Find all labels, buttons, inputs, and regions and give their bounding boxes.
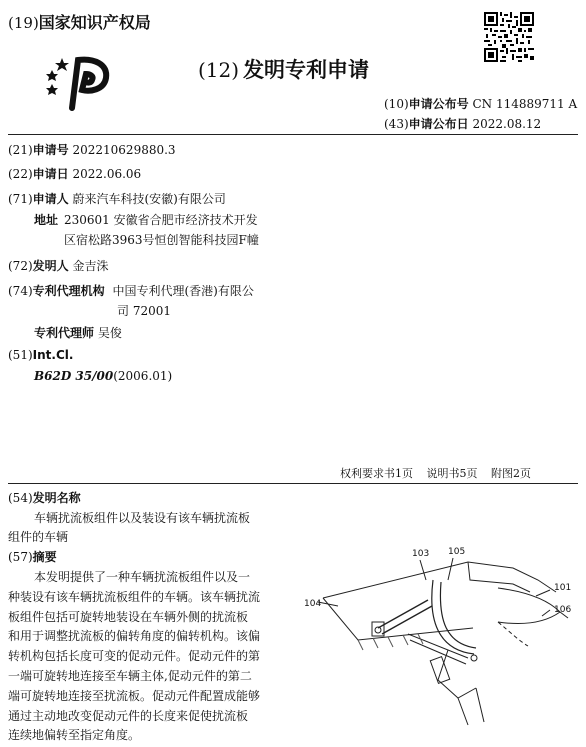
applicant-label: 申请人 <box>32 192 69 206</box>
abstract-code: (57) <box>8 550 33 564</box>
description-pages: 说明书5页 <box>426 467 478 480</box>
agency-line-1: 中国专利代理(香港)有限公 <box>112 284 254 298</box>
claims-pages: 权利要求书1页 <box>340 467 413 480</box>
invention-title-heading <box>8 489 81 506</box>
pub-date-label: 申请公布日 <box>408 117 469 131</box>
abstract-line: 转机构包括长度可变的促动元件。促动元件的第 <box>8 649 261 664</box>
title-code: (54) <box>8 491 33 505</box>
pub-no-value: CN 114889711 A <box>472 97 578 111</box>
agency-label: 专利代理机构 <box>32 284 105 298</box>
app-date-label: 申请日 <box>32 167 69 181</box>
agent-label: 专利代理师 <box>34 326 95 340</box>
agent <box>34 324 122 341</box>
page-counts <box>340 465 531 481</box>
pub-date-value: 2022.08.12 <box>472 117 542 131</box>
app-no-value: 202210629880.3 <box>72 143 176 157</box>
document-kind-title: 发明专利申请 <box>243 58 370 82</box>
figure-label-106: 106 <box>554 605 572 615</box>
publication-date <box>384 115 541 132</box>
figure-label-103: 103 <box>412 549 430 559</box>
pub-no-label: 申请公布号 <box>408 97 469 111</box>
office-code: (19) <box>8 14 39 32</box>
application-date <box>8 165 141 182</box>
abstract-line: 端可旋转地连接至扰流板。促动元件配置成能够 <box>8 688 261 703</box>
address-line-2: 区宿松路3963号恒创智能科技园F幢 <box>64 233 259 247</box>
invention-title-line-1: 车辆扰流板组件以及装设有该车辆扰流板 <box>34 511 251 525</box>
ipc-classification <box>34 369 172 383</box>
abstract-text <box>8 568 288 746</box>
cnipa-logo-icon <box>42 52 112 112</box>
applicant-value: 蔚来汽车科技(安徽)有限公司 <box>72 192 226 206</box>
office-name: 国家知识产权局 <box>38 13 151 32</box>
address-label: 地址 <box>34 213 59 227</box>
ipc-label: Int.Cl. <box>32 348 74 362</box>
ipc-class: B62D 35/00 <box>34 369 114 383</box>
abstract-line: 板组件包括可旋转地装设在车辆外侧的扰流板 <box>8 609 249 624</box>
inventor <box>8 257 109 274</box>
ipc-version: (2006.01) <box>113 369 173 383</box>
abstract-line: 连续地偏转至指定角度。 <box>8 728 141 743</box>
pub-no-code: (10) <box>384 97 409 111</box>
app-no-code: (21) <box>8 143 33 157</box>
document-kind-code: (12) <box>198 58 240 82</box>
abstract-line: 本发明提供了一种车辆扰流板组件以及一 <box>34 570 251 584</box>
app-date-code: (22) <box>8 167 33 181</box>
pub-date-code: (43) <box>384 117 409 131</box>
invention-title-line-2: 组件的车辆 <box>8 530 69 544</box>
spoiler-outline <box>498 588 560 624</box>
title-label: 发明名称 <box>32 491 81 505</box>
abstract-line: 和用于调整扰流板的偏转角度的偏转机构。该偏 <box>8 629 261 644</box>
figure-label-105: 105 <box>448 547 466 557</box>
application-number <box>8 141 176 158</box>
app-no-label: 申请号 <box>32 143 69 157</box>
inventor-code: (72) <box>8 259 33 273</box>
drawings-pages: 附图2页 <box>491 467 531 480</box>
abstract-label: 摘要 <box>32 550 57 564</box>
abstract-heading <box>8 548 57 565</box>
app-date-value: 2022.06.06 <box>72 167 142 181</box>
inventor-value: 金吉洙 <box>72 259 109 273</box>
document-kind <box>198 54 369 84</box>
abstract-line: 种装设有该车辆扰流板组件的车辆。该车辆扰流 <box>8 589 261 604</box>
spoiler-assembly-figure <box>298 540 580 730</box>
abstract-line: 一端可旋转地连接至车辆主体,促动元件的第二 <box>8 668 252 683</box>
office-header <box>8 10 151 33</box>
agency-line-2: 司 72001 <box>117 304 171 318</box>
applicant-code: (71) <box>8 192 33 206</box>
figure-label-104: 104 <box>304 599 322 609</box>
publication-number <box>384 95 577 112</box>
applicant <box>8 190 226 207</box>
qr-code-icon <box>484 12 534 62</box>
address-line-1: 230601 安徽省合肥市经济技术开发 <box>64 213 258 227</box>
ipc <box>8 348 73 362</box>
figure-label-101: 101 <box>554 583 572 593</box>
header-divider <box>8 134 578 135</box>
agency <box>8 282 254 299</box>
body-divider <box>8 483 578 484</box>
abstract-line: 通过主动地改变促动元件的长度来促使扰流板 <box>8 708 249 723</box>
agency-code: (74) <box>8 284 33 298</box>
agent-value: 吴俊 <box>97 326 122 340</box>
ipc-code: (51) <box>8 348 33 362</box>
inventor-label: 发明人 <box>32 259 69 273</box>
